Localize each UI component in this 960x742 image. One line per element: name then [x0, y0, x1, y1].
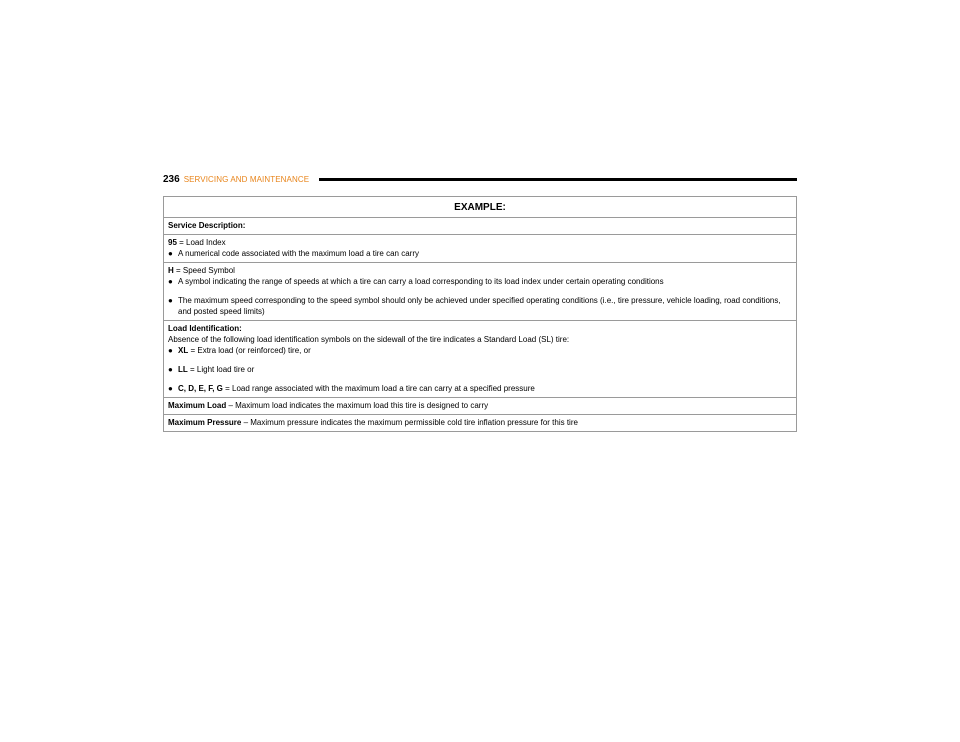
maximum-pressure-cell	[164, 415, 797, 432]
list-item	[168, 295, 792, 317]
maximum-pressure-label: Maximum Pressure	[168, 418, 242, 427]
maximum-pressure-text: – Maximum pressure indicates the maximum permissible cold tire inflation pressure for this tire	[241, 418, 578, 427]
bullet-icon: ●	[168, 365, 173, 374]
bullet-icon: ●	[168, 296, 173, 305]
bullet-icon: ●	[168, 249, 173, 258]
service-description-cell	[164, 218, 797, 235]
maximum-load-text: – Maximum load indicates the maximum load this tire is designed to carry	[226, 401, 489, 410]
list-item	[168, 248, 792, 259]
load-index-bullet-text: A numerical code associated with the maximum load a tire can carry	[178, 249, 419, 258]
speed-symbol-bullet-text: A symbol indicating the range of speeds at which a tire can carry a load corresponding to its load index under certain operating conditions	[178, 277, 664, 286]
table-header-row	[164, 197, 797, 218]
table-row	[164, 415, 797, 432]
table-row	[164, 321, 797, 398]
speed-symbol-code: H	[168, 266, 174, 275]
maximum-load-label: Maximum Load	[168, 401, 227, 410]
maximum-load-cell	[164, 398, 797, 415]
table-row	[164, 398, 797, 415]
example-table	[163, 196, 797, 432]
load-index-code: 95	[168, 238, 177, 247]
page-number: 236	[163, 173, 180, 185]
load-identification-intro: Absence of the following load identification symbols on the sidewall of the tire indicates a Standard Load (SL) tire:	[168, 335, 570, 344]
speed-symbol-bullet-text: The maximum speed corresponding to the speed symbol should only be achieved under specified operating conditions (i.e., tire pressure, vehicle loading, road conditions, and posted speed limits)	[178, 296, 781, 316]
load-id-text: = Light load tire or	[187, 365, 255, 374]
bullet-icon: ●	[168, 346, 173, 355]
table-row	[164, 218, 797, 235]
list-item	[168, 276, 792, 287]
bullet-icon: ●	[168, 277, 173, 286]
speed-symbol-text: = Speed Symbol	[173, 266, 235, 275]
load-index-text: = Load Index	[176, 238, 226, 247]
list-item	[168, 364, 792, 375]
header-rule	[319, 178, 797, 181]
table-row	[164, 263, 797, 321]
load-identification-heading: Load Identification:	[168, 324, 242, 333]
service-description-label: Service Description:	[168, 221, 246, 230]
load-index-cell	[164, 235, 797, 263]
load-index-line	[168, 237, 792, 248]
section-title: SERVICING AND MAINTENANCE	[183, 174, 310, 184]
load-identification-cell	[164, 321, 797, 398]
load-id-code: LL	[178, 365, 188, 374]
table-row	[164, 235, 797, 263]
page-header	[163, 172, 797, 186]
list-item	[168, 383, 792, 394]
list-item	[168, 345, 792, 356]
load-id-code: C, D, E, F, G	[178, 384, 223, 393]
speed-symbol-cell	[164, 263, 797, 321]
load-id-text: = Extra load (or reinforced) tire, or	[188, 346, 311, 355]
load-id-code: XL	[178, 346, 189, 355]
table-title: EXAMPLE:	[164, 197, 797, 218]
bullet-icon: ●	[168, 384, 173, 393]
speed-symbol-line	[168, 265, 792, 276]
load-id-text: = Load range associated with the maximum load a tire can carry at a specified pressure	[222, 384, 535, 393]
